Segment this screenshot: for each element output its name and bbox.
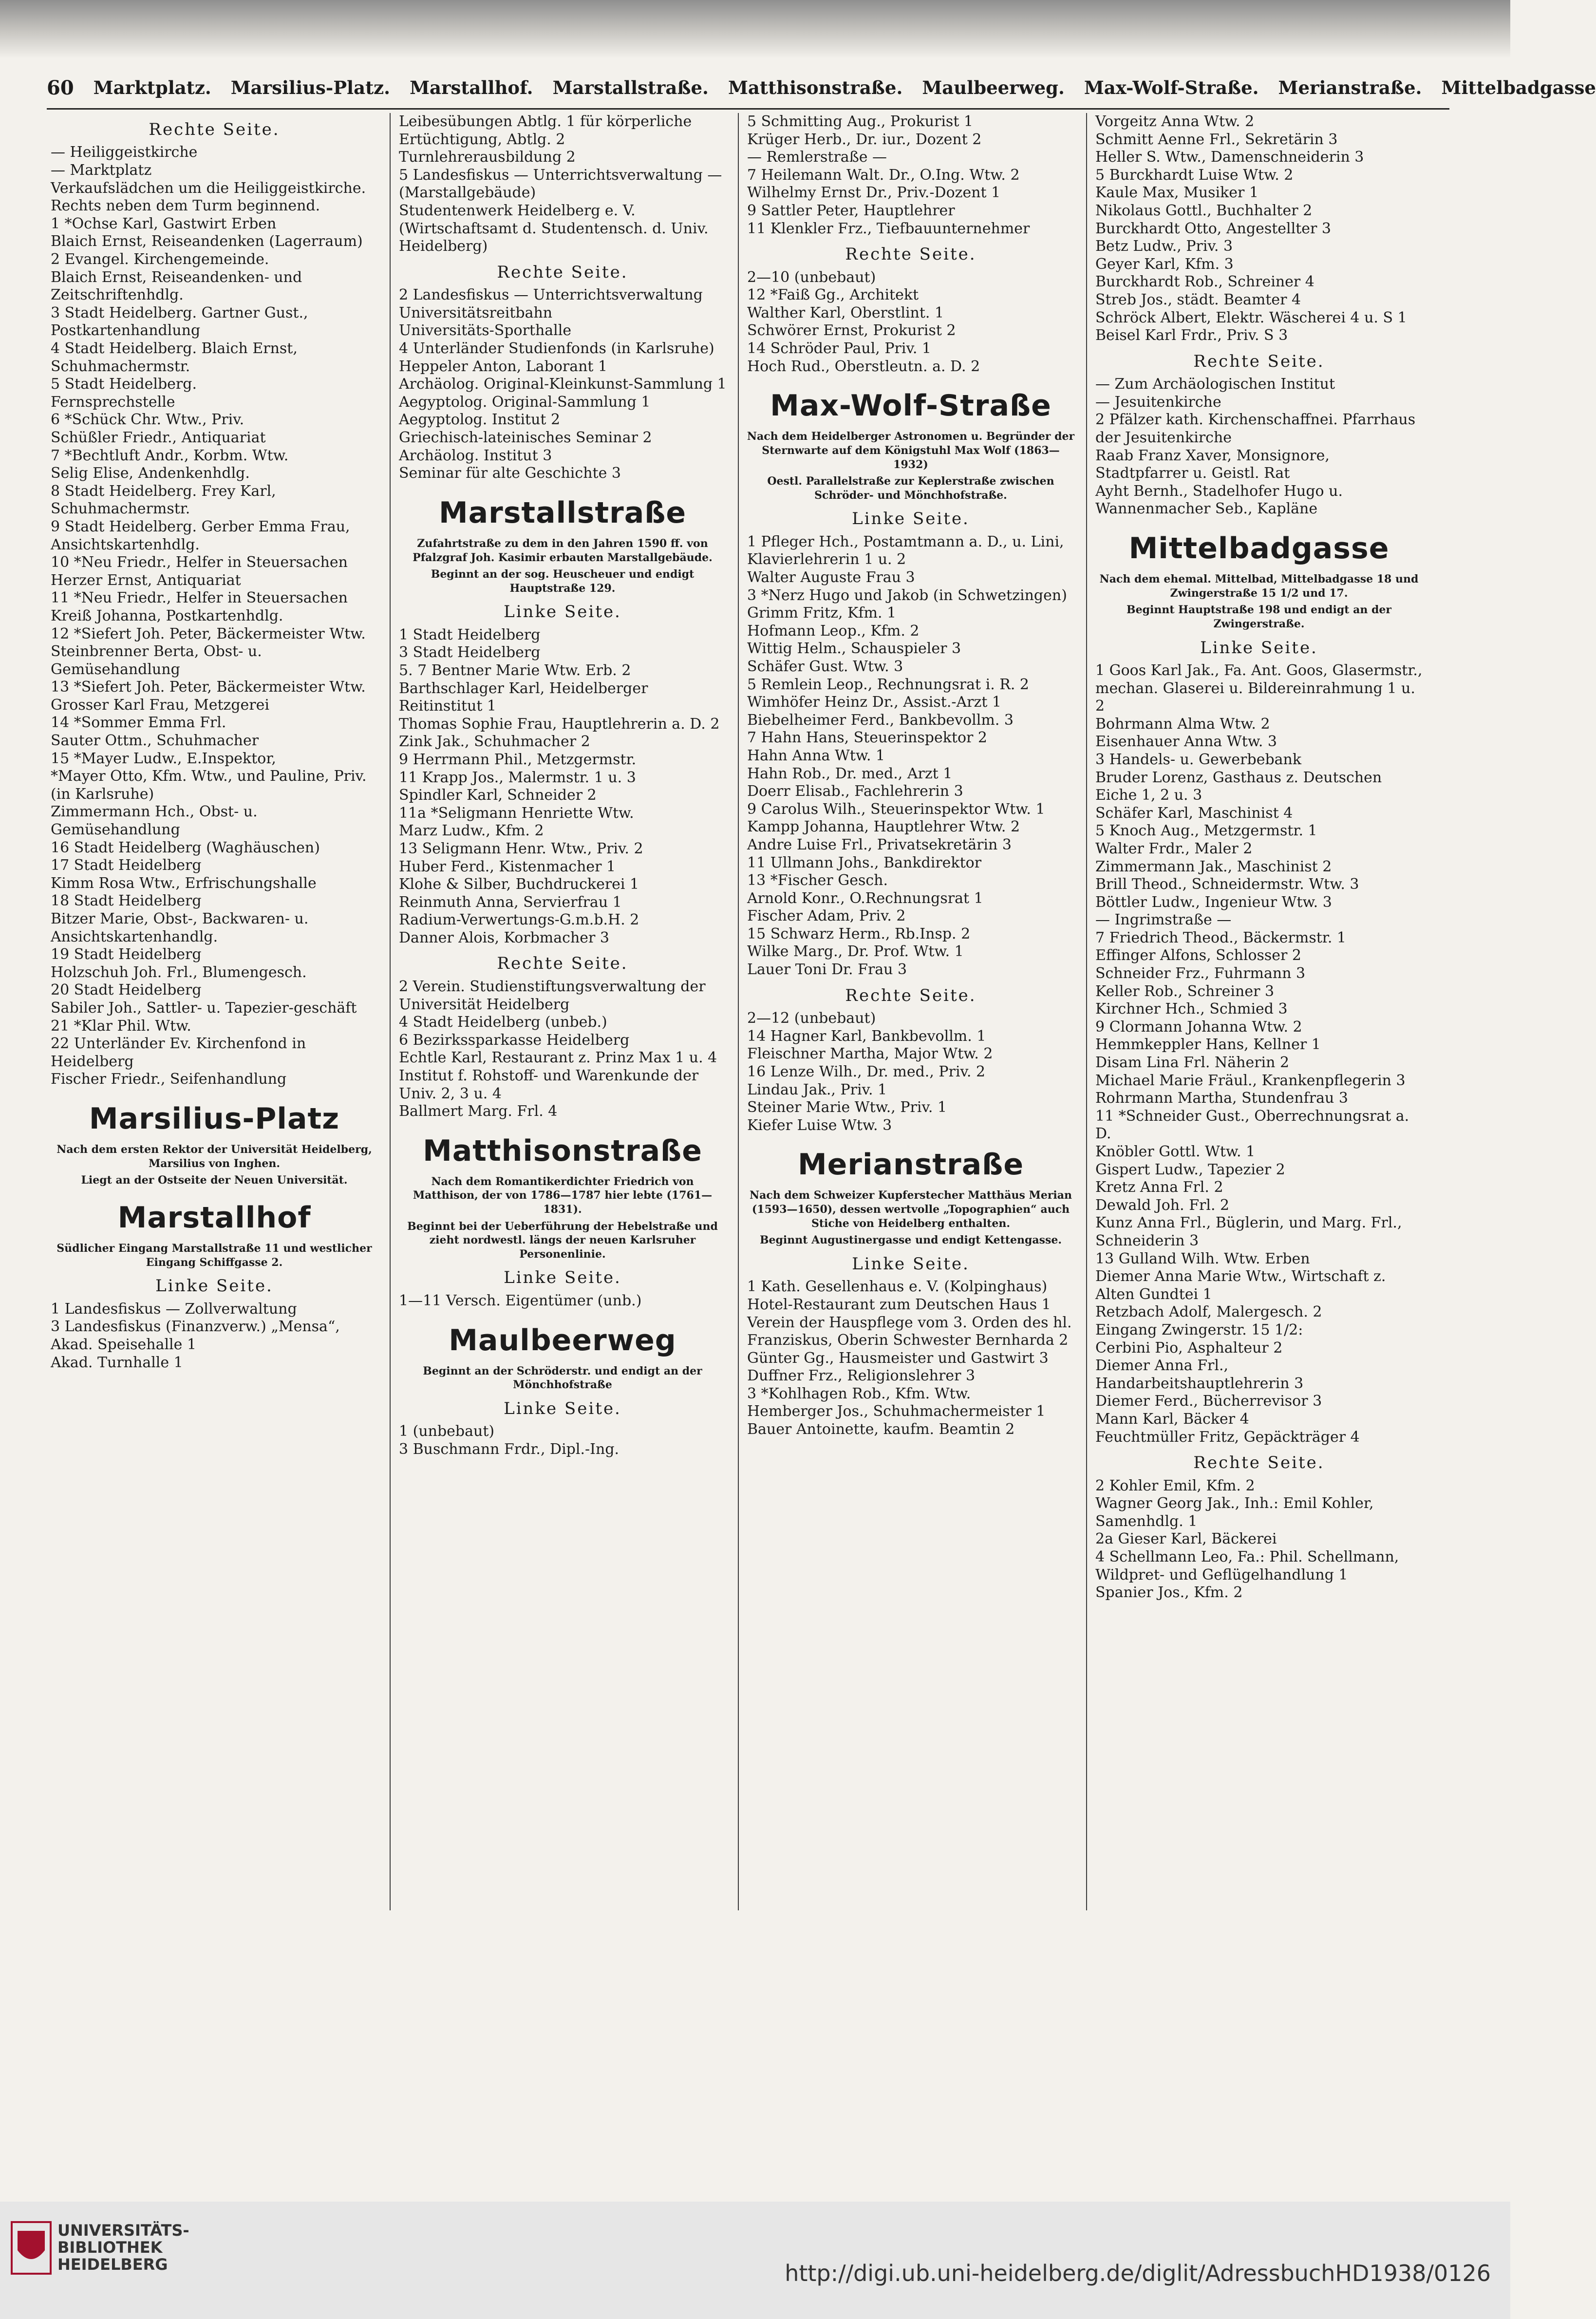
- address-entry: Reinmuth Anna, Servierfrau 1: [399, 893, 622, 911]
- address-entry: 17 Stadt Heidelberg: [51, 857, 202, 874]
- address-entry: Diemer Anna Marie Wtw., Wirtschaft z. Alten Gundtei 1: [1095, 1268, 1386, 1303]
- address-entry: Aegyptolog. Institut 2: [399, 411, 561, 429]
- address-entry: Lindau Jak., Priv. 1: [747, 1081, 887, 1098]
- address-entry: 3 Buschmann Frdr., Dipl.-Ing.: [399, 1440, 620, 1458]
- library-footer: [0, 2202, 1510, 2319]
- address-entry: Kaule Max, Musiker 1: [1095, 184, 1259, 202]
- address-entry: 5 Burckhardt Luise Wtw. 2: [1095, 166, 1294, 184]
- address-entry: 9 Carolus Wilh., Steuerinspektor Wtw. 1: [747, 800, 1045, 818]
- address-entry: 11a *Seligmann Henriette Wtw.: [399, 804, 634, 822]
- address-entry: Griechisch-lateinisches Seminar 2: [399, 429, 652, 446]
- address-entry: 3 *Nerz Hugo und Jakob (in Schwetzingen): [747, 586, 1067, 604]
- address-entry: *Mayer Otto, Kfm. Wtw., und Pauline, Priv. (in Karlsruhe): [51, 768, 367, 803]
- address-entry: Walther Karl, Oberstlint. 1: [747, 304, 944, 321]
- address-entry: Effinger Alfons, Schlosser 2: [1095, 947, 1302, 964]
- address-entry: Seminar für alte Geschichte 3: [399, 465, 621, 482]
- address-entry: Herzer Ernst, Antiquariat: [51, 571, 241, 589]
- address-entry: — Heiliggeistkirche: [51, 144, 198, 161]
- mittelbad-entries: [1093, 662, 1425, 1602]
- address-entry: Verein der Hauspflege vom 3. Orden des hl. Franziskus, Oberin Schwester Bernharda 2: [747, 1314, 1072, 1349]
- street-note: Südlicher Eingang Marstallstraße 11 und westlicher Eingang Schiffgasse 2.: [56, 1242, 372, 1269]
- address-entry: Archäolog. Institut 3: [399, 447, 552, 464]
- address-entry: 5 Stadt Heidelberg.: [51, 376, 197, 393]
- address-entry: 7 *Bechtluft Andr., Korbm. Wtw.: [51, 447, 289, 464]
- address-entry: Böttler Ludw., Ingenieur Wtw. 3: [1095, 893, 1332, 911]
- street-note: Nach dem ehemal. Mittelbad, Mittelbadgasse 18 und Zwingerstraße 15 1/2 und 17.: [1099, 573, 1419, 600]
- address-entry: 5 Schmitting Aug., Prokurist 1: [747, 113, 974, 130]
- address-entry: Kunz Anna Frl., Büglerin, und Marg. Frl., Schneiderin 3: [1095, 1214, 1402, 1249]
- address-entry: Lauer Toni Dr. Frau 3: [747, 961, 907, 979]
- address-entry: Eingang Zwingerstr. 15 1/2:: [1095, 1321, 1303, 1339]
- address-entry: Doerr Elisab., Fachlehrerin 3: [747, 783, 963, 800]
- address-entry: 1 Pfleger Hch., Postamtmann a. D., u. Lini, Klavierlehrerin 1 u. 2: [747, 533, 1064, 568]
- address-entry: Burckhardt Otto, Angestellter 3: [1095, 220, 1331, 237]
- address-entry: 2 Evangel. Kirchengemeinde.: [51, 251, 269, 268]
- address-entry: — Marktplatz: [51, 162, 152, 179]
- side-heading: Linke Seite.: [852, 1254, 970, 1274]
- address-entry: Mann Karl, Bäcker 4: [1095, 1410, 1249, 1428]
- address-entry: 5 Knoch Aug., Metzgermstr. 1: [1095, 822, 1317, 840]
- address-entry: Spindler Karl, Schneider 2: [399, 787, 597, 804]
- address-entry: 3 Stadt Heidelberg: [399, 644, 541, 661]
- column-divider: [1086, 113, 1087, 1910]
- side-heading: Rechte Seite.: [149, 120, 280, 139]
- address-entry: Knöbler Gottl. Wtw. 1: [1095, 1143, 1256, 1160]
- address-entry: 4 Unterländer Studienfonds (in Karlsruhe): [399, 340, 714, 357]
- address-entry: 14 *Sommer Emma Frl.: [51, 714, 226, 732]
- address-entry: Schmitt Aenne Frl., Sekretärin 3: [1095, 131, 1338, 148]
- address-entry: Wagner Georg Jak., Inh.: Emil Kohler, Samenhdlg. 1: [1095, 1495, 1374, 1530]
- address-entry: 2 Kohler Emil, Kfm. 2: [1095, 1477, 1255, 1494]
- header-street: Marsilius-Platz.: [230, 77, 391, 98]
- address-entry: 9 Clormann Johanna Wtw. 2: [1095, 1018, 1302, 1036]
- address-entry: 11 *Neu Friedr., Helfer in Steuersachen: [51, 589, 348, 607]
- address-entry: 13 Seligmann Henr. Wtw., Priv. 2: [399, 840, 643, 857]
- address-entry: Keller Rob., Schreiner 3: [1095, 982, 1275, 1000]
- address-entry: Kimm Rosa Wtw., Erfrischungshalle: [51, 874, 317, 892]
- address-entry: Wilhelmy Ernst Dr., Priv.-Dozent 1: [747, 184, 1001, 202]
- header-street: Merianstraße.: [1278, 77, 1422, 98]
- side-heading: Linke Seite.: [504, 1398, 621, 1418]
- address-entry: Dewald Joh. Frl. 2: [1095, 1196, 1230, 1214]
- address-entry: Heppeler Anton, Laborant 1: [399, 358, 608, 375]
- address-entry: Kretz Anna Frl. 2: [1095, 1179, 1223, 1196]
- address-entry: Radium-Verwertungs-G.m.b.H. 2: [399, 911, 639, 929]
- address-entry: Institut f. Rohstoff- und Warenkunde der Univ. 2, 3 u. 4: [399, 1067, 699, 1102]
- address-entry: Duffner Frz., Religionslehrer 3: [747, 1367, 976, 1385]
- column-2: [397, 113, 728, 1910]
- source-url-link[interactable]: http://digi.ub.uni-heidelberg.de/diglit/AdressbuchHD1938/0126: [785, 2260, 1491, 2286]
- header-street: Marktplatz.: [93, 77, 211, 98]
- side-heading: Rechte Seite.: [1193, 1453, 1325, 1473]
- side-heading: Rechte Seite.: [497, 262, 628, 282]
- address-entry: 1 Landesfiskus — Zollverwaltung: [51, 1300, 297, 1318]
- address-entry: Holzschuh Joh. Frl., Blumengesch.: [51, 963, 307, 981]
- address-entry: Hotel-Restaurant zum Deutschen Haus 1: [747, 1296, 1051, 1313]
- address-entry: 5 Remlein Leop., Rechnungsrat i. R. 2: [747, 676, 1030, 693]
- address-entry: — Remlerstraße —: [747, 149, 887, 166]
- street-note: Beginnt Hauptstraße 198 und endigt an der Zwingerstraße.: [1127, 603, 1391, 630]
- address-entry: 3 *Kohlhagen Rob., Kfm. Wtw.: [747, 1385, 971, 1402]
- street-title-merian: Merianstraße: [797, 1148, 1024, 1182]
- address-entry: Fischer Adam, Priv. 2: [747, 907, 906, 925]
- address-entry: Selig Elise, Andenkenhdlg.: [51, 465, 250, 482]
- column-divider: [390, 113, 391, 1910]
- address-entry: 1 (unbebaut): [399, 1423, 495, 1440]
- address-entry: Turnlehrerausbildung 2: [399, 149, 576, 166]
- address-entry: 12 *Siefert Joh. Peter, Bäckermeister Wtw.: [51, 625, 366, 642]
- address-entry: Rohrmann Martha, Stundenfrau 3: [1095, 1090, 1348, 1107]
- header-street: Mittelbadgasse: [1441, 77, 1596, 98]
- address-entry: Blaich Ernst, Reiseandenken- und Zeitschriftenhdlg.: [51, 268, 302, 304]
- address-entry: Schneider Frz., Fuhrmann 3: [1095, 965, 1306, 982]
- address-entry: Eisenhauer Anna Wtw. 3: [1095, 733, 1277, 751]
- address-entry: 10 *Neu Friedr., Helfer in Steuersachen: [51, 554, 348, 571]
- address-entry: Steinbrenner Berta, Obst- u. Gemüsehandlung: [51, 643, 262, 678]
- merian-entries: [745, 1278, 1076, 1438]
- address-entry: Leibesübungen Abtlg. 1 für körperliche Ertüchtigung, Abtlg. 2: [399, 113, 692, 148]
- address-entry: 14 Schröder Paul, Priv. 1: [747, 340, 932, 357]
- street-note: Beginnt bei der Ueberführung der Hebelstraße und zieht nordwestl. längs der neuen Karlsruher Personenlinie.: [407, 1220, 718, 1261]
- side-heading: Linke Seite.: [155, 1276, 273, 1296]
- address-entry: Ayht Bernh., Stadelhofer Hugo u. Wannenmacher Seb., Kapläne: [1095, 482, 1343, 518]
- header-street: Max-Wolf-Straße.: [1084, 77, 1259, 98]
- address-entry: Hemmkeppler Hans, Kellner 1: [1095, 1036, 1321, 1054]
- address-entry: Aegyptolog. Original-Sammlung 1: [399, 393, 651, 411]
- address-entry: Michael Marie Fräul., Krankenpflegerin 3: [1095, 1072, 1406, 1089]
- street-title-marstallhof: Marstallhof: [117, 1200, 311, 1235]
- column-3: [745, 113, 1076, 1910]
- maulbeer-entries: [397, 1423, 728, 1458]
- library-logo-text: [57, 2222, 189, 2274]
- address-entry: 5. 7 Bentner Marie Wtw. Erb. 2: [399, 661, 631, 679]
- street-note: Beginnt an der sog. Heuscheuer und endigt Hauptstraße 129.: [431, 568, 695, 595]
- address-entry: Verkaufslädchen um die Heiliggeistkirche.: [51, 179, 366, 197]
- street-note: Nach dem Schweizer Kupferstecher Matthäus Merian (1593—1650), dessen wertvolle „Topographien“ auch Stiche von Heidelberg enthalten.: [749, 1189, 1072, 1230]
- side-heading: Linke Seite.: [852, 509, 970, 529]
- address-entry: 6 *Schück Chr. Wtw., Priv.: [51, 411, 244, 429]
- address-entry: Fleischner Martha, Major Wtw. 2: [747, 1045, 993, 1063]
- address-entry: Betz Ludw., Priv. 3: [1095, 238, 1233, 255]
- address-entry: Biebelheimer Ferd., Bankbevollm. 3: [747, 711, 1014, 729]
- address-entry: 9 Sattler Peter, Hauptlehrer: [747, 202, 955, 219]
- address-entry: Heller S. Wtw., Damenschneiderin 3: [1095, 149, 1364, 166]
- address-entry: 16 Lenze Wilh., Dr. med., Priv. 2: [747, 1063, 986, 1080]
- address-entry: 3 Landesfiskus (Finanzverw.) „Mensa“, Akad. Speisehalle 1: [51, 1318, 340, 1353]
- logo-line: UNIVERSITÄTS-: [57, 2221, 189, 2240]
- address-entry: Wittig Helm., Schauspieler 3: [747, 640, 961, 658]
- street-title-matthison: Matthisonstraße: [423, 1133, 702, 1168]
- address-entry: Raab Franz Xaver, Monsignore, Stadtpfarrer u. Geistl. Rat: [1095, 447, 1330, 482]
- address-entry: Sauter Ottm., Schuhmacher: [51, 732, 259, 750]
- address-entry: Zimmermann Jak., Maschinist 2: [1095, 858, 1332, 875]
- address-entry: Krüger Herb., Dr. iur., Dozent 2: [747, 131, 982, 148]
- address-entry: Wimhöfer Heinz Dr., Assist.-Arzt 1: [747, 694, 1002, 711]
- address-entry: — Jesuitenkirche: [1095, 393, 1221, 411]
- address-entry: Marz Ludw., Kfm. 2: [399, 822, 544, 840]
- address-entry: Kampp Johanna, Hauptlehrer Wtw. 2: [747, 818, 1020, 836]
- street-note: Nach dem Romantikerdichter Friedrich von Matthison, der von 1786—1787 hier lebte (1761—1831).: [413, 1175, 713, 1216]
- address-entry: Ballmert Marg. Frl. 4: [399, 1103, 558, 1120]
- street-note: Beginnt Augustinergasse und endigt Kettengasse.: [759, 1234, 1062, 1247]
- header-street: Maulbeerweg.: [922, 77, 1065, 98]
- address-entry: Beisel Karl Frdr., Priv. S 3: [1095, 327, 1288, 344]
- side-heading: Rechte Seite.: [497, 954, 628, 974]
- address-entry: 3 Handels- u. Gewerbebank: [1095, 751, 1302, 768]
- address-entry: 20 Stadt Heidelberg: [51, 981, 202, 999]
- address-entry: 4 Schellmann Leo, Fa.: Phil. Schellmann, Wildpret- und Geflügelhandlung 1: [1095, 1548, 1399, 1584]
- address-entry: 11 *Schneider Gust., Oberrechnungsrat a. D.: [1095, 1107, 1409, 1143]
- address-entry: Bitzer Marie, Obst-, Backwaren- u. Ansichtskartenhandlg.: [51, 910, 309, 945]
- address-entry: Walter Auguste Frau 3: [747, 569, 915, 586]
- address-entry: Arnold Konr., O.Rechnungsrat 1: [747, 889, 983, 907]
- address-entry: Schüßler Friedr., Antiquariat: [51, 429, 266, 446]
- address-entry: Burckhardt Rob., Schreiner 4: [1095, 273, 1314, 291]
- address-entry: Diemer Anna Frl., Handarbeitshauptlehrerin 3: [1095, 1357, 1304, 1392]
- address-entry: Blaich Ernst, Reiseandenken (Lagerraum): [51, 233, 363, 250]
- merian-continued-entries: [1093, 113, 1425, 518]
- street-title-marsilius: Marsilius-Platz: [89, 1101, 340, 1136]
- address-entry: Diemer Ferd., Bücherrevisor 3: [1095, 1393, 1322, 1410]
- address-entry: Grimm Fritz, Kfm. 1: [747, 604, 897, 622]
- address-entry: Echtle Karl, Restaurant z. Prinz Max 1 u. 4: [399, 1049, 717, 1067]
- address-entry: 11 Ullmann Johs., Bankdirektor: [747, 854, 982, 871]
- address-entry: Bruder Lorenz, Gasthaus z. Deutschen Eiche 1, 2 u. 3: [1095, 769, 1382, 804]
- street-title-marstallstrasse: Marstallstraße: [438, 495, 687, 530]
- address-entry: Zimmermann Hch., Obst- u. Gemüsehandlung: [51, 803, 258, 839]
- street-title-maxwolf: Max-Wolf-Straße: [770, 389, 1051, 423]
- address-entry: Günter Gg., Hausmeister und Gastwirt 3: [747, 1349, 1049, 1367]
- address-entry: 13 Gulland Wilh. Wtw. Erben: [1095, 1250, 1310, 1267]
- side-heading: Linke Seite.: [1200, 638, 1318, 658]
- address-entry: Schäfer Karl, Maschinist 4: [1095, 804, 1293, 822]
- page-header: [47, 68, 1596, 107]
- header-street: Marstallstraße.: [552, 77, 709, 98]
- address-entry: Studentenwerk Heidelberg e. V. (Wirtschaftsamt d. Studentensch. d. Univ. Heidelberg): [399, 202, 709, 255]
- address-entry: 1 Kath. Gesellenhaus e. V. (Kolpinghaus): [747, 1278, 1048, 1296]
- side-heading: Linke Seite.: [504, 602, 621, 622]
- address-entry: Gispert Ludw., Tapezier 2: [1095, 1161, 1285, 1178]
- address-entry: Universitäts-Sporthalle: [399, 322, 572, 339]
- address-entry: Sabiler Joh., Sattler- u. Tapezier-geschäft: [51, 999, 357, 1017]
- address-entry: 1 Stadt Heidelberg: [399, 626, 541, 643]
- address-entry: 13 *Siefert Joh. Peter, Bäckermeister Wtw.: [51, 679, 366, 696]
- address-entry: Andre Luise Frl., Privatsekretärin 3: [747, 836, 1012, 853]
- street-title-mittelbad: Mittelbadgasse: [1128, 531, 1389, 566]
- address-entry: Walter Frdr., Maler 2: [1095, 840, 1253, 857]
- page-number: 60: [47, 76, 74, 99]
- address-entry: Hemberger Jos., Schuhmachermeister 1: [747, 1403, 1046, 1420]
- logo-line: HEIDELBERG: [57, 2255, 168, 2274]
- address-entry: Retzbach Adolf, Malergesch. 2: [1095, 1303, 1322, 1321]
- address-entry: Hofmann Leop., Kfm. 2: [747, 622, 920, 640]
- matthison-continued-entries: [745, 113, 1076, 376]
- address-entry: Vorgeitz Anna Wtw. 2: [1095, 113, 1255, 130]
- address-entry: 11 Klenkler Frz., Tiefbauunternehmer: [747, 220, 1030, 237]
- address-entry: Streb Jos., städt. Beamter 4: [1095, 291, 1301, 308]
- header-rule: [47, 108, 1449, 110]
- side-heading: Rechte Seite.: [845, 245, 976, 264]
- address-entry: Schäfer Gust. Wtw. 3: [747, 658, 903, 675]
- maxwolf-entries: [745, 533, 1076, 1134]
- header-street: Matthisonstraße.: [728, 77, 903, 98]
- address-entry: Klohe & Silber, Buchdruckerei 1: [399, 876, 639, 893]
- address-entry: Spanier Jos., Kfm. 2: [1095, 1584, 1243, 1602]
- address-entry: Kreiß Johanna, Postkartenhdlg.: [51, 607, 283, 624]
- street-note: Liegt an der Ostseite der Neuen Universität.: [81, 1174, 348, 1187]
- address-entry: Barthschlager Karl, Heidelberger Reitinstitut 1: [399, 679, 648, 715]
- street-note: Zufahrtstraße zu dem in den Jahren 1590 ff. von Pfalzgraf Joh. Kasimir erbauten Marstallgebäude.: [413, 537, 713, 564]
- street-note: Oestl. Parallelstraße zur Keplerstraße zwischen Schröder- und Mönchhofstraße.: [767, 475, 1054, 502]
- side-heading: Rechte Seite.: [845, 985, 976, 1005]
- address-entry: Feuchtmüller Fritz, Gepäckträger 4: [1095, 1428, 1360, 1446]
- address-entry: Wilke Marg., Dr. Prof. Wtw. 1: [747, 943, 964, 961]
- address-entry: Nikolaus Gottl., Buchhalter 2: [1095, 202, 1313, 219]
- address-entry: 4 Stadt Heidelberg. Blaich Ernst, Schuhmachermstr.: [51, 340, 298, 375]
- address-entry: 16 Stadt Heidelberg (Waghäuschen): [51, 839, 320, 856]
- address-entry: 2 Pfälzer kath. Kirchenschaffnei. Pfarrhaus der Jesuitenkirche: [1095, 411, 1416, 446]
- street-note: Beginnt an der Schröderstr. und endigt an der Mönchhofstraße: [423, 1364, 702, 1392]
- address-entry: 9 Stadt Heidelberg. Gerber Emma Frau, Ansichtskartenhdlg.: [51, 518, 350, 553]
- street-note: Nach dem Heidelberger Astronomen u. Begründer der Sternwarte auf dem Königstuhl Max Wolf (1863—1932): [747, 430, 1075, 471]
- address-entry: 2—12 (unbebaut): [747, 1010, 876, 1027]
- address-entry: Akad. Turnhalle 1: [51, 1354, 183, 1371]
- address-entry: Bohrmann Alma Wtw. 2: [1095, 715, 1270, 733]
- marstallstrasse-entries: [397, 626, 728, 1121]
- logo-line: BIBLIOTHEK: [57, 2238, 163, 2257]
- address-entry: 11 Krapp Jos., Malermstr. 1 u. 3: [399, 769, 636, 786]
- marstallhof-entries: [49, 1301, 380, 1372]
- address-entry: 15 Schwarz Herm., Rb.Insp. 2: [747, 925, 971, 943]
- address-entry: Hahn Rob., Dr. med., Arzt 1: [747, 765, 953, 782]
- address-entry: 7 Heilemann Walt. Dr., O.Ing. Wtw. 2: [747, 166, 1020, 184]
- address-entry: Fischer Friedr., Seifenhandlung: [51, 1071, 287, 1088]
- address-entry: 7 Friedrich Theod., Bäckermstr. 1: [1095, 929, 1346, 946]
- address-entry: 5 Landesfiskus — Unterrichtsverwaltung — (Marstallgebäude): [399, 166, 722, 202]
- address-entry: 21 *Klar Phil. Wtw.: [51, 1017, 191, 1035]
- address-entry: Zink Jak., Schuhmacher 2: [399, 733, 590, 751]
- address-entry: 3 Stadt Heidelberg. Gartner Gust., Postkartenhandlung: [51, 304, 308, 339]
- address-entry: Archäolog. Original-Kleinkunst-Sammlung 1: [399, 376, 727, 393]
- address-entry: Danner Alois, Korbmacher 3: [399, 929, 609, 946]
- header-street: Marstallhof.: [410, 77, 533, 98]
- address-entry: Grosser Karl Frau, Metzgerei: [51, 696, 269, 714]
- address-entry: 19 Stadt Heidelberg: [51, 946, 202, 963]
- address-entry: 7 Hahn Hans, Steuerinspektor 2: [747, 729, 987, 747]
- marstallhof-continued-entries: [397, 113, 728, 483]
- address-entry: 14 Hagner Karl, Bankbevollm. 1: [747, 1027, 986, 1045]
- address-entry: 4 Stadt Heidelberg (unbeb.): [399, 1014, 607, 1031]
- street-title-maulbeer: Maulbeerweg: [449, 1323, 676, 1357]
- address-entry: 6 Bezirkssparkasse Heidelberg: [399, 1031, 630, 1049]
- address-entry: 2 Verein. Studienstiftungsverwaltung der Universität Heidelberg: [399, 978, 706, 1013]
- address-entry: Thomas Sophie Frau, Hauptlehrerin a. D. 2: [399, 715, 720, 733]
- address-entry: 15 *Mayer Ludw., E.Inspektor,: [51, 750, 276, 767]
- address-entry: Rechts neben dem Turm beginnend.: [51, 197, 320, 215]
- address-entry: 1 Goos Karl Jak., Fa. Ant. Goos, Glasermstr., mechan. Glaserei u. Bildereinrahmung 1 u. 2: [1095, 661, 1423, 715]
- address-entry: Disam Lina Frl. Näherin 2: [1095, 1054, 1290, 1072]
- address-entry: Fernsprechstelle: [51, 393, 175, 411]
- university-seal-icon: [11, 2221, 52, 2275]
- address-entry: Kiefer Luise Wtw. 3: [747, 1116, 892, 1134]
- address-entry: 8 Stadt Heidelberg. Frey Karl, Schuhmachermstr.: [51, 482, 276, 518]
- address-entry: 13 *Fischer Gesch.: [747, 872, 888, 889]
- address-entry: 9 Herrmann Phil., Metzgermstr.: [399, 751, 637, 768]
- address-entry: 1 *Ochse Karl, Gastwirt Erben: [51, 215, 277, 232]
- address-entry: 1—11 Versch. Eigentümer (unb.): [399, 1292, 642, 1309]
- address-entry: Universitätsreitbahn: [399, 304, 553, 321]
- side-heading: Rechte Seite.: [1193, 351, 1325, 371]
- address-entry: 2a Gieser Karl, Bäckerei: [1095, 1530, 1277, 1548]
- address-entry: 2 Landesfiskus — Unterrichtsverwaltung: [399, 286, 703, 304]
- address-entry: Kirchner Hch., Schmied 3: [1095, 1000, 1288, 1018]
- address-entry: Schröck Albert, Elektr. Wäscherei 4 u. S 1: [1095, 309, 1407, 326]
- address-entry: Steiner Marie Wtw., Priv. 1: [747, 1099, 947, 1116]
- address-entry: Geyer Karl, Kfm. 3: [1095, 255, 1234, 273]
- address-entry: 12 *Faiß Gg., Architekt: [747, 286, 919, 304]
- matthison-entries: [397, 1292, 728, 1310]
- address-entry: Cerbini Pio, Asphalteur 2: [1095, 1339, 1283, 1357]
- column-1: [49, 113, 380, 1910]
- address-entry: Huber Ferd., Kistenmacher 1: [399, 858, 616, 875]
- address-entry: Schwörer Ernst, Prokurist 2: [747, 322, 956, 339]
- column-4: [1093, 113, 1425, 1910]
- address-entry: 22 Unterländer Ev. Kirchenfond in Heidelberg: [51, 1035, 306, 1070]
- address-entry: 2—10 (unbebaut): [747, 268, 876, 286]
- address-entry: — Zum Archäologischen Institut: [1095, 376, 1335, 393]
- address-entry: — Ingrimstraße —: [1095, 911, 1232, 929]
- address-entry: 18 Stadt Heidelberg: [51, 892, 202, 910]
- street-note: Nach dem ersten Rektor der Universität Heidelberg, Marsilius von Inghen.: [56, 1143, 372, 1170]
- address-entry: Hoch Rud., Oberstleutn. a. D. 2: [747, 358, 980, 375]
- column-divider: [738, 113, 739, 1910]
- address-entry: Bauer Antoinette, kaufm. Beamtin 2: [747, 1421, 1015, 1438]
- scan-edge-shadow: [0, 0, 1510, 58]
- side-heading: Linke Seite.: [504, 1268, 621, 1288]
- address-entry: Hahn Anna Wtw. 1: [747, 747, 885, 764]
- address-entry: Brill Theod., Schneidermstr. Wtw. 3: [1095, 876, 1359, 893]
- marktplatz-entries: [49, 120, 380, 1089]
